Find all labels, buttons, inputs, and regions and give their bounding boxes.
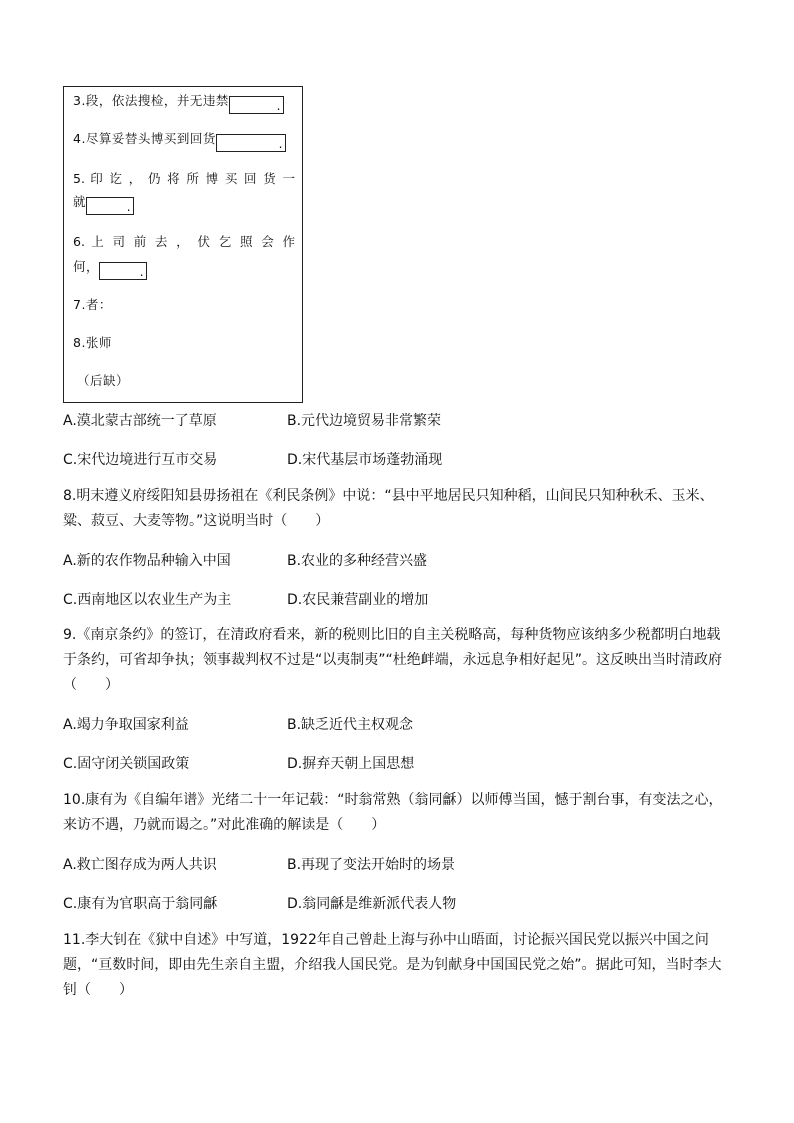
excerpt-line-8: 8.张师 — [73, 335, 112, 350]
excerpt-line-3-text: 3.段，依法搜检，并无违禁 — [73, 93, 229, 108]
excerpt-blank: . — [99, 262, 147, 280]
q9-option-d[interactable]: D.摒弃天朝上国思想 — [287, 756, 415, 772]
excerpt-line-5a: 5. 印 讫 ， 仍 将 所 博 买 回 货 一 — [73, 171, 295, 186]
q8-option-a[interactable]: A.新的农作物品种输入中国 — [63, 553, 231, 569]
q11-stem: 11.李大钊在《狱中自述》中写道，1922年自己曾赴上海与孙中山晤面，讨论振兴国民党以振兴中国之问题，“亘数时间，即由先生亲自主盟，介绍我人国民党。是为钊献身中国国民党之始”。据此可知，当时李大钊（ ） — [63, 932, 722, 998]
q8-option-d[interactable]: D.农民兼营副业的增加 — [287, 592, 429, 608]
excerpt-line-4-text: 4.尽算妥替头博买到回货 — [73, 131, 216, 146]
excerpt-blank: . — [216, 134, 286, 152]
q9-option-c[interactable]: C.固守闭关锁国政策 — [63, 756, 190, 772]
document-excerpt-frame — [63, 86, 303, 403]
excerpt-line-3 — [73, 91, 284, 114]
q10-option-c[interactable]: C.康有为官职高于翁同龢 — [63, 896, 218, 912]
excerpt-line-7: 7.者： — [73, 297, 112, 312]
q9-stem: 9.《南京条约》的签订，在清政府看来，新的税则比旧的自主关税略高，每种货物应该纳多少税都明白地载于条约，可省却争执；领事裁判权不过是“以夷制夷”“杜绝衅端，永远息争相好起见”。这反映出当时清政府（ ） — [63, 627, 723, 693]
excerpt-blank: . — [229, 96, 284, 114]
excerpt-line-6a: 6. 上 司 前 去 ， 伏 乞 照 会 作 — [73, 234, 295, 249]
q7-option-d[interactable]: D.宋代基层市场蓬勃涌现 — [287, 452, 443, 468]
q10-option-d[interactable]: D.翁同龢是维新派代表人物 — [287, 896, 457, 912]
q8-option-c[interactable]: C.西南地区以农业生产为主 — [63, 592, 232, 608]
q7-option-b[interactable]: B.元代边境贸易非常繁荣 — [287, 413, 442, 429]
q7-option-c[interactable]: C.宋代边境进行互市交易 — [63, 452, 218, 468]
q7-option-a[interactable]: A.漠北蒙古部统一了草原 — [63, 413, 217, 429]
q10-option-b[interactable]: B.再现了变法开始时的场景 — [287, 857, 456, 873]
q10-option-a[interactable]: A.救亡图存成为两人共识 — [63, 857, 217, 873]
q8-stem: 8.明末遵义府绥阳知县毋扬祖在《利民条例》中说：“县中平地居民只知种稻，山间民只知种秋禾、玉米、粱、菽豆、大麦等物。”这说明当时（ ） — [63, 488, 714, 529]
excerpt-line-5b — [73, 192, 134, 215]
excerpt-footer: （后缺） — [77, 373, 130, 388]
excerpt-line-4 — [73, 129, 286, 152]
excerpt-line-5b-text: 就 — [73, 194, 87, 209]
q9-option-b[interactable]: B.缺乏近代主权观念 — [287, 717, 414, 733]
excerpt-line-6b — [73, 257, 147, 280]
q9-option-a[interactable]: A.竭力争取国家利益 — [63, 717, 189, 733]
q10-stem: 10.康有为《自编年谱》光绪二十一年记载：“时翁常熟（翁同龢）以师傅当国，憾于割台事，有变法之心，来访不遇，乃就而谒之。”对此准确的解读是（ ） — [63, 792, 723, 833]
excerpt-line-6b-text: 何， — [73, 259, 100, 274]
excerpt-blank: . — [86, 197, 134, 215]
q8-option-b[interactable]: B.农业的多种经营兴盛 — [287, 553, 428, 569]
